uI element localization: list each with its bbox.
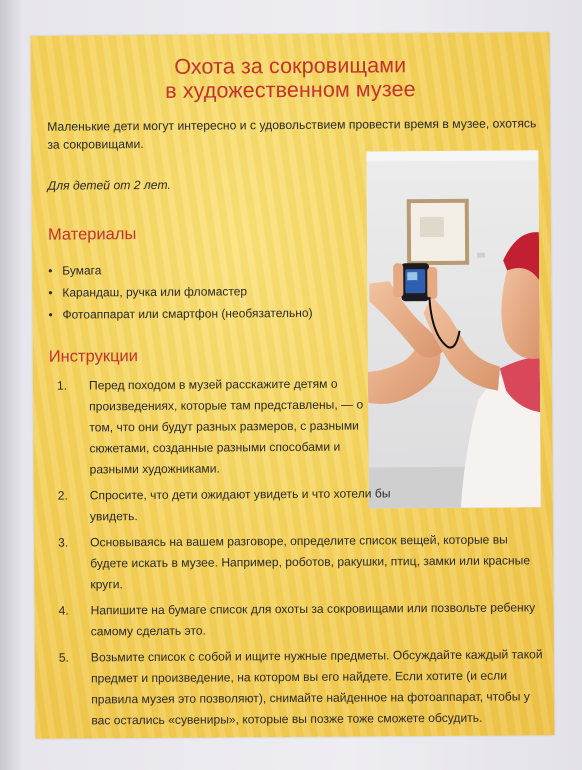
step-number: 1. xyxy=(56,378,68,393)
list-item xyxy=(50,597,546,642)
material-label: Бумага xyxy=(62,263,102,278)
book-page xyxy=(31,32,555,739)
age-note: Для детей от 2 лет. xyxy=(47,177,171,193)
instructions-heading: Инструкции xyxy=(48,347,138,366)
step-number: 5. xyxy=(58,650,70,665)
material-label: Карандаш, ручка или фломастер xyxy=(62,284,248,300)
step-text: Основываясь на вашем разговоре, определите список вещей, которые вы будете искать в музее. Например, роботов, ракушки, птиц, замки или красные круги. xyxy=(90,532,531,592)
title-line-2: в художественном музее xyxy=(165,77,416,103)
list-item xyxy=(48,257,368,281)
step-number: 4. xyxy=(58,603,69,618)
bullet-icon: • xyxy=(48,307,53,322)
bullet-icon: • xyxy=(48,263,53,278)
list-item xyxy=(51,644,548,731)
list-item xyxy=(48,279,368,303)
step-text: Возьмите список с собой и ищите нужные предметы. Обсуждайте каждый такой предмет и произведение, на котором вы его найдете. Если хотите (и если правила музея это позволяют), снимайте найденное на фотоаппарат, чтобы у вас остались «сувениры», которые вы позже тоже сможете обсудить. xyxy=(90,647,543,728)
materials-heading: Материалы xyxy=(47,225,137,244)
step-text: Перед походом в музей расскажите детям о произведениях, которые там представлены, — о том, что они будут разных размеров, с разными сюжетами, созданные разными способами и разными художниками. xyxy=(88,376,364,477)
step-number: 2. xyxy=(57,488,68,503)
step-number: 3. xyxy=(58,535,69,550)
list-item xyxy=(50,529,546,595)
material-label: Фотоаппарат или смартфон (необязательно) xyxy=(62,305,313,322)
materials-list xyxy=(48,257,368,325)
intro-paragraph: Маленькие дети могут интересно и с удовольствием провести время в музее, охотясь за сокровищами. xyxy=(47,116,537,152)
instructions-list xyxy=(49,372,548,736)
step-text: Спросите, что дети ожидают увидеть и что хотели бы увидеть. xyxy=(89,486,391,524)
list-item xyxy=(49,373,390,480)
list-item xyxy=(50,483,400,527)
bullet-icon: • xyxy=(48,285,53,300)
page-title xyxy=(31,52,550,104)
list-item xyxy=(48,301,368,325)
step-text: Напишите на бумаге список для охоты за сокровищами или позвольте ребенку самому сделать это. xyxy=(90,600,536,639)
title-line-1: Охота за сокровищами xyxy=(174,53,407,79)
